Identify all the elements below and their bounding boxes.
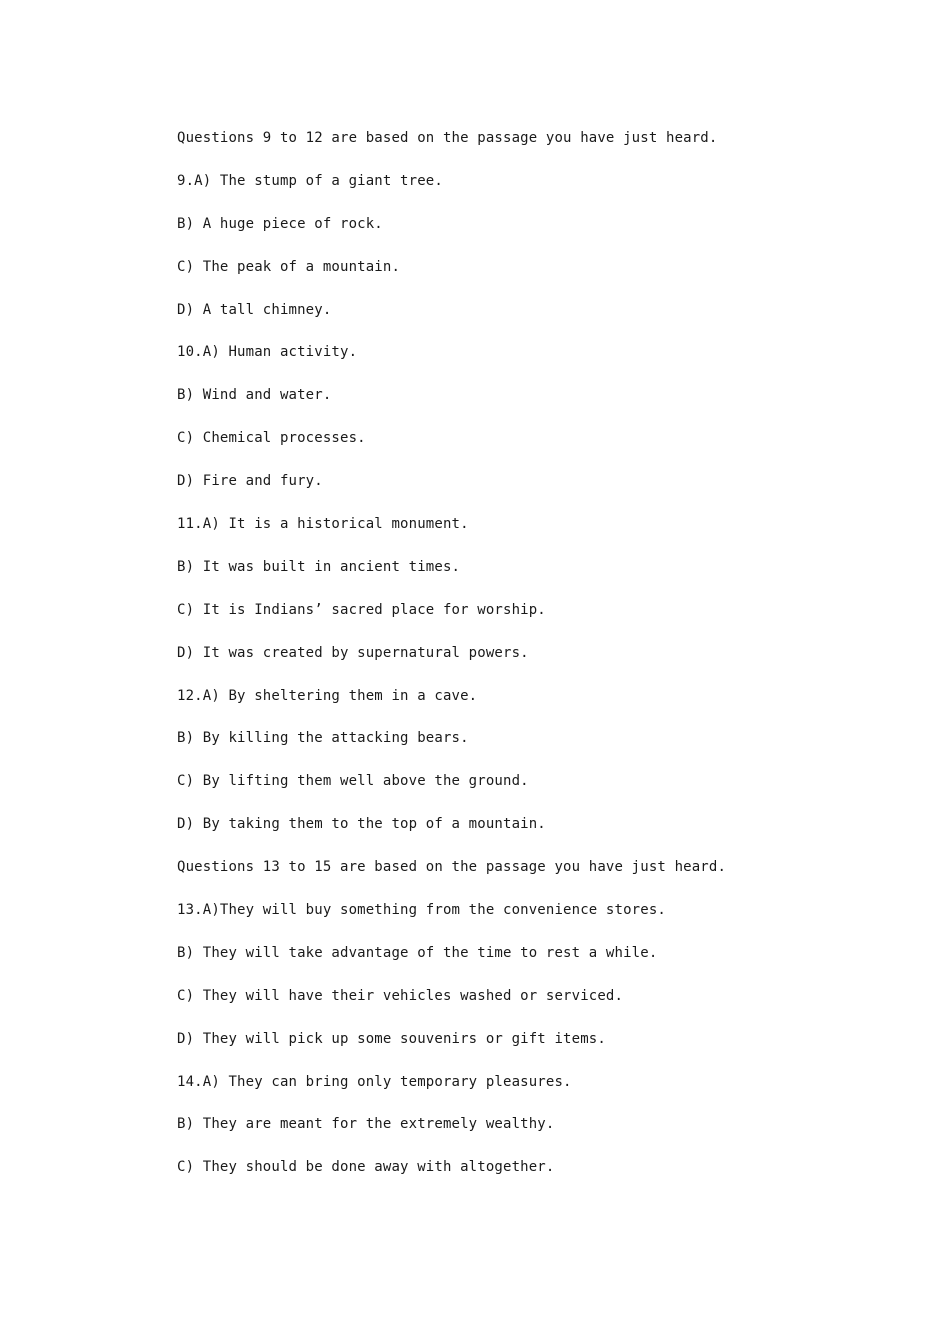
question-11-option-a: 11.A) It is a historical monument. [177, 516, 469, 533]
question-11-option-b: B) It was built in ancient times. [177, 558, 461, 575]
question-12-option-a: 12.A) By sheltering them in a cave. [177, 687, 478, 704]
question-11-option-c: C) It is Indians’ sacred place for worship. [177, 601, 546, 618]
question-14-option-a: 14.A) They can bring only temporary pleasures. [177, 1073, 572, 1090]
question-9-option-b: B) A huge piece of rock. [177, 215, 383, 232]
section-heading: Questions 9 to 12 are based on the passage you have just heard. [177, 130, 718, 146]
question-10-option-b: B) Wind and water. [177, 387, 332, 404]
question-9-option-c: C) The peak of a mountain. [177, 258, 401, 275]
section-heading: Questions 13 to 15 are based on the passage you have just heard. [177, 859, 727, 876]
question-list [177, 128, 877, 1200]
question-12-option-d: D) By taking them to the top of a mountain. [177, 816, 546, 833]
question-10-option-d: D) Fire and fury. [177, 473, 323, 490]
question-14-option-b: B) They are meant for the extremely wealthy. [177, 1116, 555, 1133]
question-12-option-c: C) By lifting them well above the ground. [177, 773, 529, 790]
question-12-option-b: B) By killing the attacking bears. [177, 730, 469, 747]
question-11-option-d: D) It was created by supernatural powers. [177, 644, 529, 661]
question-9-option-a: 9.A) The stump of a giant tree. [177, 172, 443, 189]
question-10-option-a: 10.A) Human activity. [177, 344, 358, 361]
question-13-option-a: 13.A)They will buy something from the convenience stores. [177, 902, 666, 919]
question-13-option-b: B) They will take advantage of the time to rest a while. [177, 944, 658, 961]
question-10-option-c: C) Chemical processes. [177, 430, 366, 447]
question-13-option-c: C) They will have their vehicles washed or serviced. [177, 987, 624, 1004]
question-9-option-d: D) A tall chimney. [177, 301, 332, 318]
question-13-option-d: D) They will pick up some souvenirs or gift items. [177, 1030, 606, 1047]
question-14-option-c: C) They should be done away with altogether. [177, 1159, 555, 1176]
